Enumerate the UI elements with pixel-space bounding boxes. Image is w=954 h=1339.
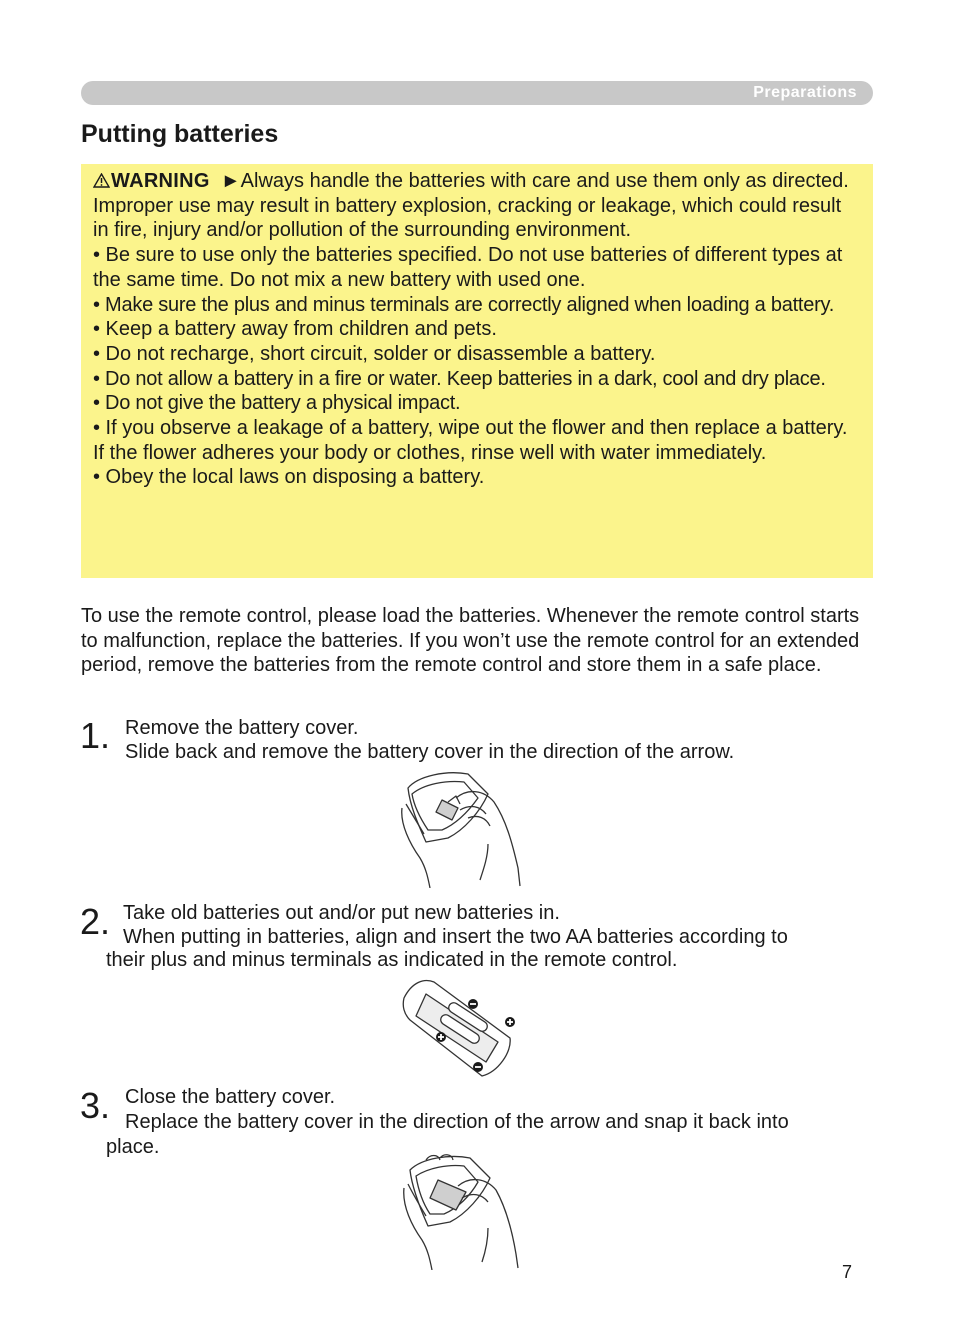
warning-label [93,170,210,192]
page-title: Putting batteries [81,120,279,148]
section-label: Preparations [753,84,857,101]
step-body-continued: place. [106,1136,160,1158]
warning-lead-paragraph [93,169,861,243]
warning-item: • Do not allow a battery in a fire or water. Keep batteries in a dark, cool and dry place. [93,367,826,390]
close-cover-illustration [400,1154,524,1270]
insert-batteries-illustration [398,976,522,1080]
step-heading: Take old batteries out and/or put new batteries in. [123,902,560,924]
step-heading: Remove the battery cover. [125,717,359,739]
warning-item: • If you observe a leakage of a battery, wipe out the flower and then replace a battery. If the flower adheres your body or clothes, rinse well with water immediately. [93,417,848,464]
warning-box [81,164,873,578]
remove-cover-illustration [398,768,524,888]
warning-item: • Do not recharge, short circuit, solder or disassemble a battery. [93,342,656,365]
step-body: When putting in batteries, align and insert the two AA batteries according to [123,926,788,948]
intro-paragraph: To use the remote control, please load the batteries. Whenever the remote control starts to malfunction, replace the batteries. If you won’t use the remote control for an extended period, remove the batteries from the remote control and store them in a safe place. [81,605,860,677]
step-number: 2. [80,901,111,942]
step-heading: Close the battery cover. [125,1086,336,1108]
header-bar [81,81,873,105]
step-body: Replace the battery cover in the direction of the arrow and snap it back into [125,1111,789,1133]
step-number: 3. [80,1085,111,1126]
warning-lead-text: ►Always handle the batteries with care and use them only as directed. Improper use may result in battery explosion, cracking or leakage, which could result in fire, injury and/or pollution of the surrounding environment. [93,170,849,242]
warning-item: • Keep a battery away from children and pets. [93,318,497,341]
step-number: 1. [80,715,111,756]
warning-label-text: WARNING [111,170,210,192]
warning-item: • Do not give the battery a physical impact. [93,392,461,415]
step-body: Slide back and remove the battery cover in the direction of the arrow. [125,741,735,763]
step-body-continued: their plus and minus terminals as indicated in the remote control. [106,949,678,971]
page-number: 7 [842,1262,853,1282]
warning-item: • Be sure to use only the batteries specified. Do not use batteries of different types at the same time. Do not mix a new battery with used one. [93,244,843,291]
warning-item: • Make sure the plus and minus terminals are correctly aligned when loading a battery. [93,293,835,316]
warning-item: • Obey the local laws on disposing a battery. [93,466,485,489]
warning-triangle-icon [93,173,110,188]
